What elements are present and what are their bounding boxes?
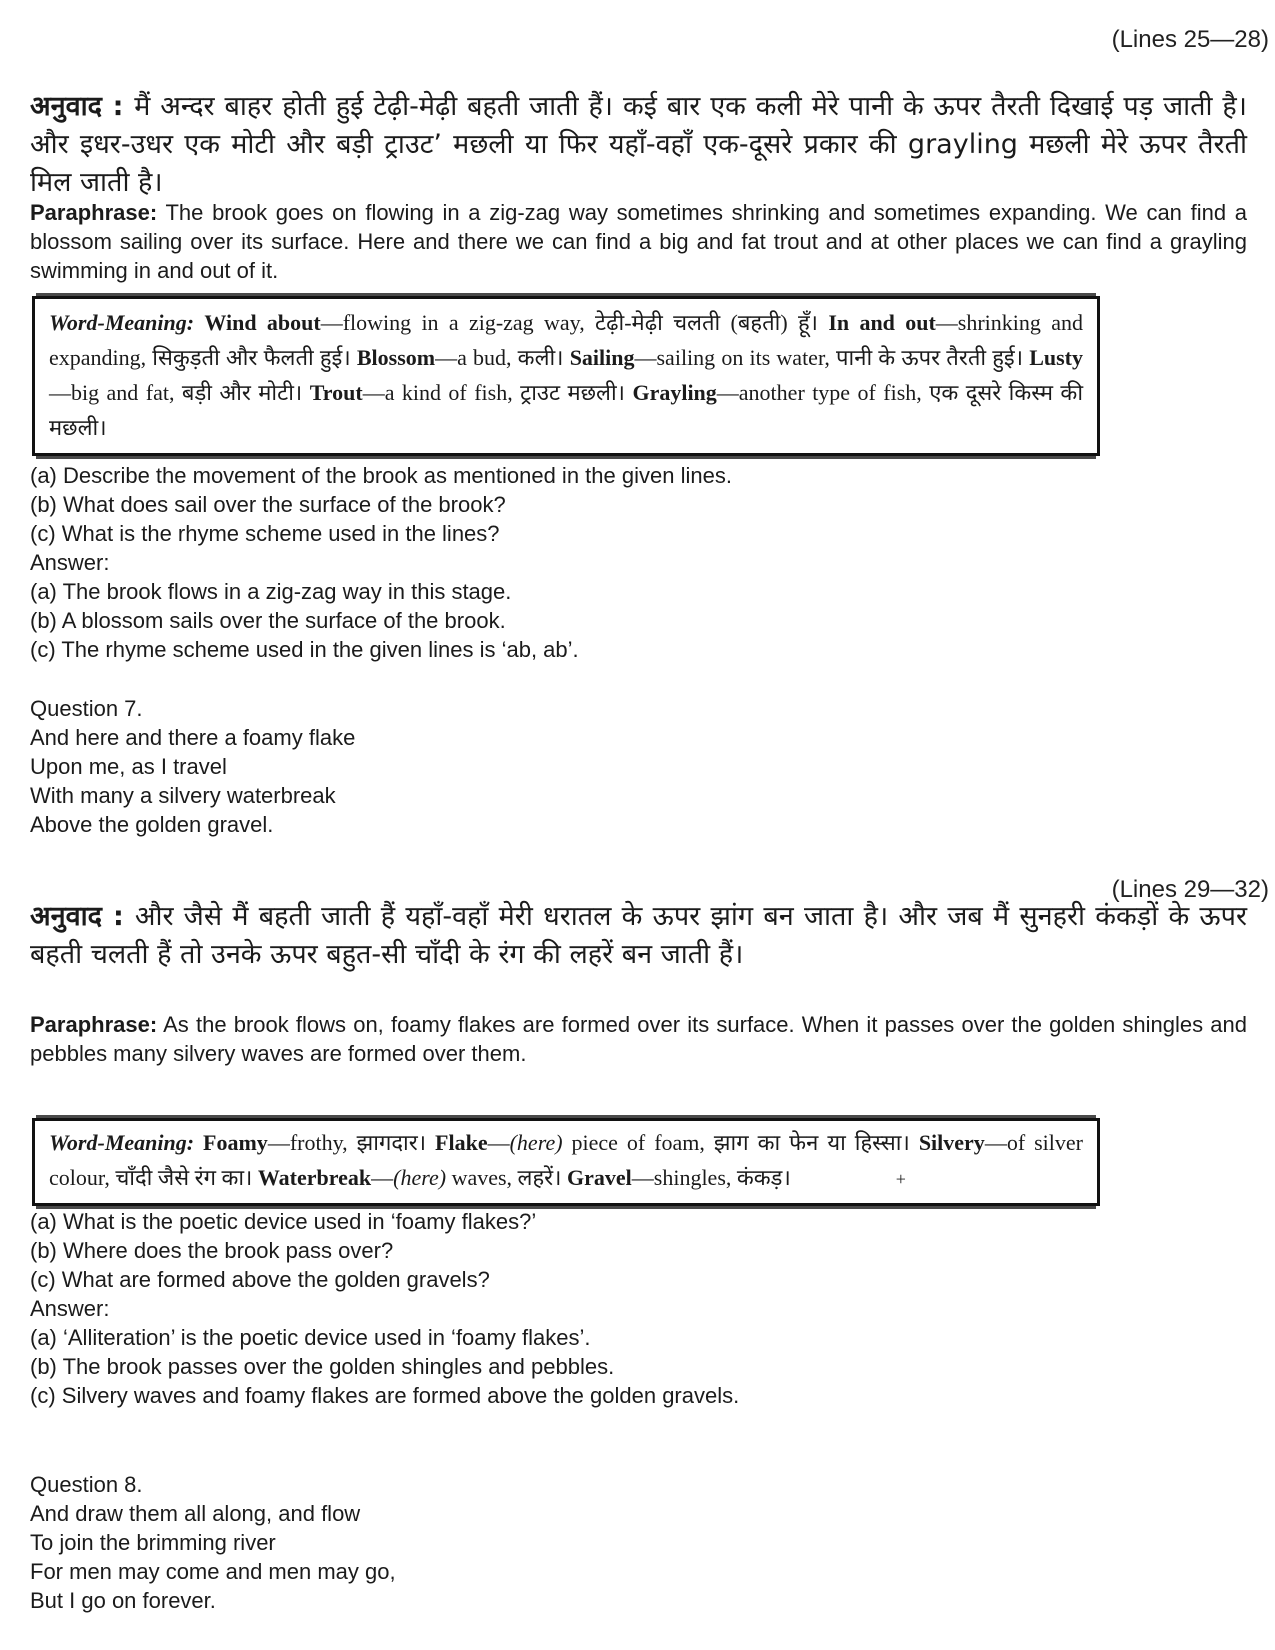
word-meaning-dash: — [984,1130,1007,1155]
paraphrase-paragraph-2 [30,1010,1247,1068]
poem-line: For men may come and men may go, [30,1559,396,1584]
word-meaning-term: Wind about [204,310,321,335]
poem-line: To join the brimming river [30,1530,276,1555]
question-line: (b) Where does the brook pass over? [30,1238,394,1263]
word-meaning-content [49,1125,1083,1197]
word-meaning-here: (here) [393,1165,447,1190]
anuvad-paragraph-1 [30,88,1247,202]
word-meaning-term: In and out [828,310,936,335]
answer-line: (c) The rhyme scheme used in the given lines is ‘ab, ab’. [30,637,579,662]
answer-line: (b) The brook passes over the golden shingles and pebbles. [30,1354,615,1379]
scan-artifact: + [895,1169,906,1189]
word-meaning-def: shrinking and expanding, सिकुड़ती और फैलती हुई। [49,310,1083,370]
word-meaning-def: piece of foam, झाग का फेन या हिस्सा। [562,1130,919,1155]
word-meaning-entry [435,1130,919,1155]
poem-block-question-8 [30,1470,1247,1615]
paraphrase-label: Paraphrase: [30,1012,158,1037]
word-meaning-dash: — [935,310,958,335]
word-meaning-entry [310,380,633,405]
word-meaning-def: of silver colour, चाँदी जैसे रंग का। [49,1130,1083,1190]
word-meaning-def: waves, लहरें। [446,1165,567,1190]
lines-reference-2: (Lines 29—32) [1111,876,1269,903]
word-meaning-entry [570,345,1030,370]
question-line: (c) What are formed above the golden gravels? [30,1267,490,1292]
word-meaning-def: a kind of fish, ट्राउट मछली। [384,380,633,405]
word-meaning-dash: — [716,380,739,405]
word-meaning-label: Word-Meaning: [49,310,205,335]
anuvad-label: अनुवाद : [30,901,135,932]
word-meaning-def: a bud, कली। [457,345,570,370]
word-meaning-term: Waterbreak [257,1165,372,1190]
word-meaning-here: (here) [509,1130,563,1155]
word-meaning-dash: — [320,310,343,335]
word-meaning-box-1 [32,296,1100,456]
word-meaning-dash: — [634,345,657,370]
word-meaning-label: Word-Meaning: [49,1130,204,1155]
question-line: (a) What is the poetic device used in ‘foamy flakes?’ [30,1209,537,1234]
word-meaning-dash: — [267,1130,290,1155]
poem-line: And draw them all along, and flow [30,1501,361,1526]
word-meaning-term: Silvery [918,1130,985,1155]
word-meaning-def: another type of fish, एक दूसरे किस्म की मछली। [49,380,1084,440]
poem-title: Question 7. [30,696,143,721]
answer-line: (b) A blossom sails over the surface of the brook. [30,608,506,633]
word-meaning-term: Flake [435,1130,488,1155]
poem-block-question-7 [30,694,1247,839]
poem-line: With many a silvery waterbreak [30,783,336,808]
poem-line: Above the golden gravel. [30,812,274,837]
question-line: (b) What does sail over the surface of the brook? [30,492,506,517]
question-line: (a) Describe the movement of the brook as mentioned in the given lines. [30,463,732,488]
paraphrase-text: As the brook flows on, foamy flakes are formed over its surface. When it passes over the golden shingles and pebbles many silvery waves are formed over them. [30,1012,1247,1066]
word-meaning-term: Foamy [203,1130,268,1155]
answer-label: Answer: [30,1296,110,1321]
word-meaning-dash: — [49,380,71,405]
anuvad-label: अनुवाद : [30,91,135,122]
poem-line: And here and there a foamy flake [30,725,356,750]
paraphrase-paragraph-1 [30,198,1247,285]
word-meaning-term: Gravel [567,1165,632,1190]
word-meaning-def: flowing in a zig-zag way, टेढ़ी-मेढ़ी चलती (बहती) हूँ। [342,310,829,335]
word-meaning-def: sailing on its water, पानी के ऊपर तैरती हुई। [656,345,1030,370]
word-meaning-def: shingles, कंकड़। [653,1165,791,1190]
answer-label: Answer: [30,550,110,575]
lines-reference-1: (Lines 25—28) [1111,26,1269,53]
word-meaning-box-2 [32,1118,1100,1206]
word-meaning-term: Lusty [1029,345,1083,370]
poem-line: Upon me, as I travel [30,754,227,779]
answer-line: (a) The brook flows in a zig-zag way in this stage. [30,579,512,604]
word-meaning-content [49,305,1083,445]
word-meaning-def: big and fat, बड़ी और मोटी। [71,380,310,405]
word-meaning-term: Blossom [356,345,436,370]
poem-title: Question 8. [30,1472,143,1497]
word-meaning-dash: — [435,345,458,370]
question-answer-block-1 [30,461,1247,664]
answer-line: (c) Silvery waves and foamy flakes are formed above the golden gravels. [30,1383,740,1408]
word-meaning-entry [258,1165,567,1190]
anuvad-paragraph-2 [30,898,1247,974]
word-meaning-dash: — [631,1165,654,1190]
word-meaning-entry [203,1130,435,1155]
word-meaning-dash: — [371,1165,394,1190]
paraphrase-text: The brook goes on flowing in a zig-zag way sometimes shrinking and sometimes expanding. We can find a blossom sailing over its surface. Here and there we can find a big and fat trout and at other places we can find a grayling swimming in and out of it. [30,200,1247,283]
anuvad-text: मैं अन्दर बाहर होती हुई टेढ़ी-मेढ़ी बहती जाती हैं। कई बार एक कली मेरे पानी के ऊपर तैरती दिखाई पड़ जाती है। और इधर-उधर एक मोटी और बड़ी ट्राउट’ मछली या फिर यहाँ-वहाँ एक-दूसरे प्रकार की grayling मछली मेरे ऊपर तैरती मिल जाती है। [30,91,1247,198]
word-meaning-term: Trout [309,380,363,405]
paraphrase-label: Paraphrase: [30,200,158,225]
word-meaning-term: Sailing [569,345,635,370]
answer-line: (a) ‘Alliteration’ is the poetic device used in ‘foamy flakes’. [30,1325,591,1350]
question-answer-block-2 [30,1207,1247,1410]
question-line: (c) What is the rhyme scheme used in the lines? [30,521,500,546]
anuvad-text: और जैसे मैं बहती जाती हैं यहाँ-वहाँ मेरी धरातल के ऊपर झांग बन जाता है। और जब मैं सुनहरी कंकड़ों के ऊपर बहती चलती हैं तो उनके ऊपर बहुत-सी चाँदी के रंग की लहरें बन जाती हैं। [30,901,1247,970]
word-meaning-dash: — [362,380,385,405]
word-meaning-entry [567,1165,791,1190]
word-meaning-def: frothy, झागदार। [289,1130,436,1155]
word-meaning-entry [204,310,828,335]
word-meaning-entry [357,345,570,370]
word-meaning-term: Grayling [632,380,717,405]
word-meaning-dash: — [487,1130,510,1155]
poem-line: But I go on forever. [30,1588,216,1613]
